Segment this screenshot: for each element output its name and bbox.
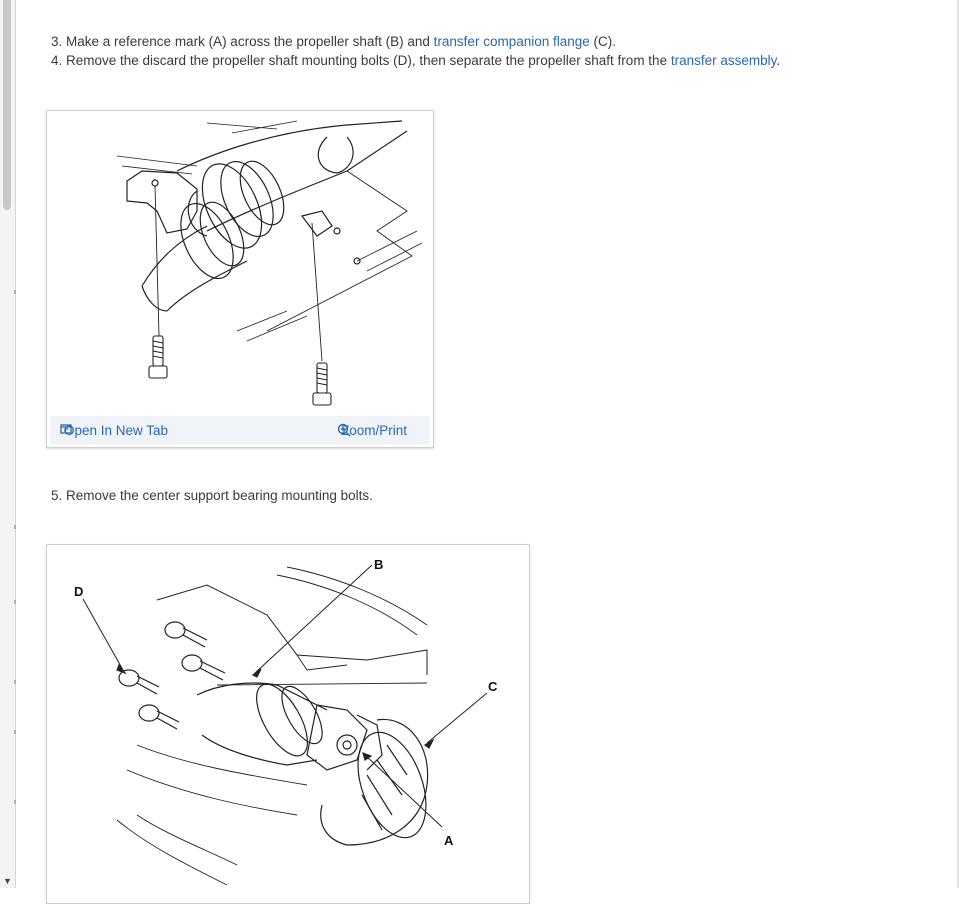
zoom-print-button[interactable] [337, 423, 407, 438]
rail-tick [14, 600, 16, 604]
callout-a: A [444, 833, 454, 848]
figure-center-support-bearing [46, 544, 530, 904]
bolt-1 [165, 622, 207, 647]
callout-c: C [488, 679, 498, 694]
scrollbar-thumb[interactable] [3, 0, 11, 210]
scroll-down-arrow-icon[interactable]: ▼ [3, 876, 12, 886]
bolt-right [313, 363, 331, 405]
step-5: 5. Remove the center support bearing mounting bolts. [51, 488, 373, 503]
rail-tick [14, 525, 16, 529]
rail-tick [14, 290, 16, 294]
rail-tick [14, 680, 16, 684]
step-4-text: 4. Remove the discard the propeller shaft mounting bolts (D), then separate the propeller shaft from the [51, 53, 671, 68]
open-in-new-tab-button[interactable] [60, 423, 168, 438]
figure-toolbar [50, 416, 430, 444]
transfer-assembly-link[interactable]: transfer assembly [670, 53, 777, 68]
propeller-shaft-illustration [47, 111, 433, 417]
step-4 [51, 51, 780, 70]
bolt-2 [182, 655, 225, 680]
step-3-text-end: (C). [589, 34, 617, 49]
callout-d: D [74, 584, 84, 599]
open-in-new-tab-label: Open In New Tab [64, 423, 169, 438]
left-scrollbar[interactable] [0, 0, 16, 888]
bolt-left [149, 336, 167, 378]
rail-tick [14, 730, 16, 734]
step-3 [51, 32, 616, 51]
zoom-print-label: Zoom/Print [341, 423, 408, 438]
transfer-companion-flange-link[interactable]: transfer companion flange [433, 34, 590, 49]
rail-tick [14, 800, 16, 804]
bolt-4 [139, 705, 179, 729]
callout-b: B [374, 557, 384, 572]
figure-propeller-shaft-bolts [46, 110, 434, 448]
step-4-text-end: . [776, 53, 781, 68]
step-3-text: 3. Make a reference mark (A) across the propeller shaft (B) and [51, 34, 434, 49]
center-bearing-illustration [47, 545, 529, 903]
